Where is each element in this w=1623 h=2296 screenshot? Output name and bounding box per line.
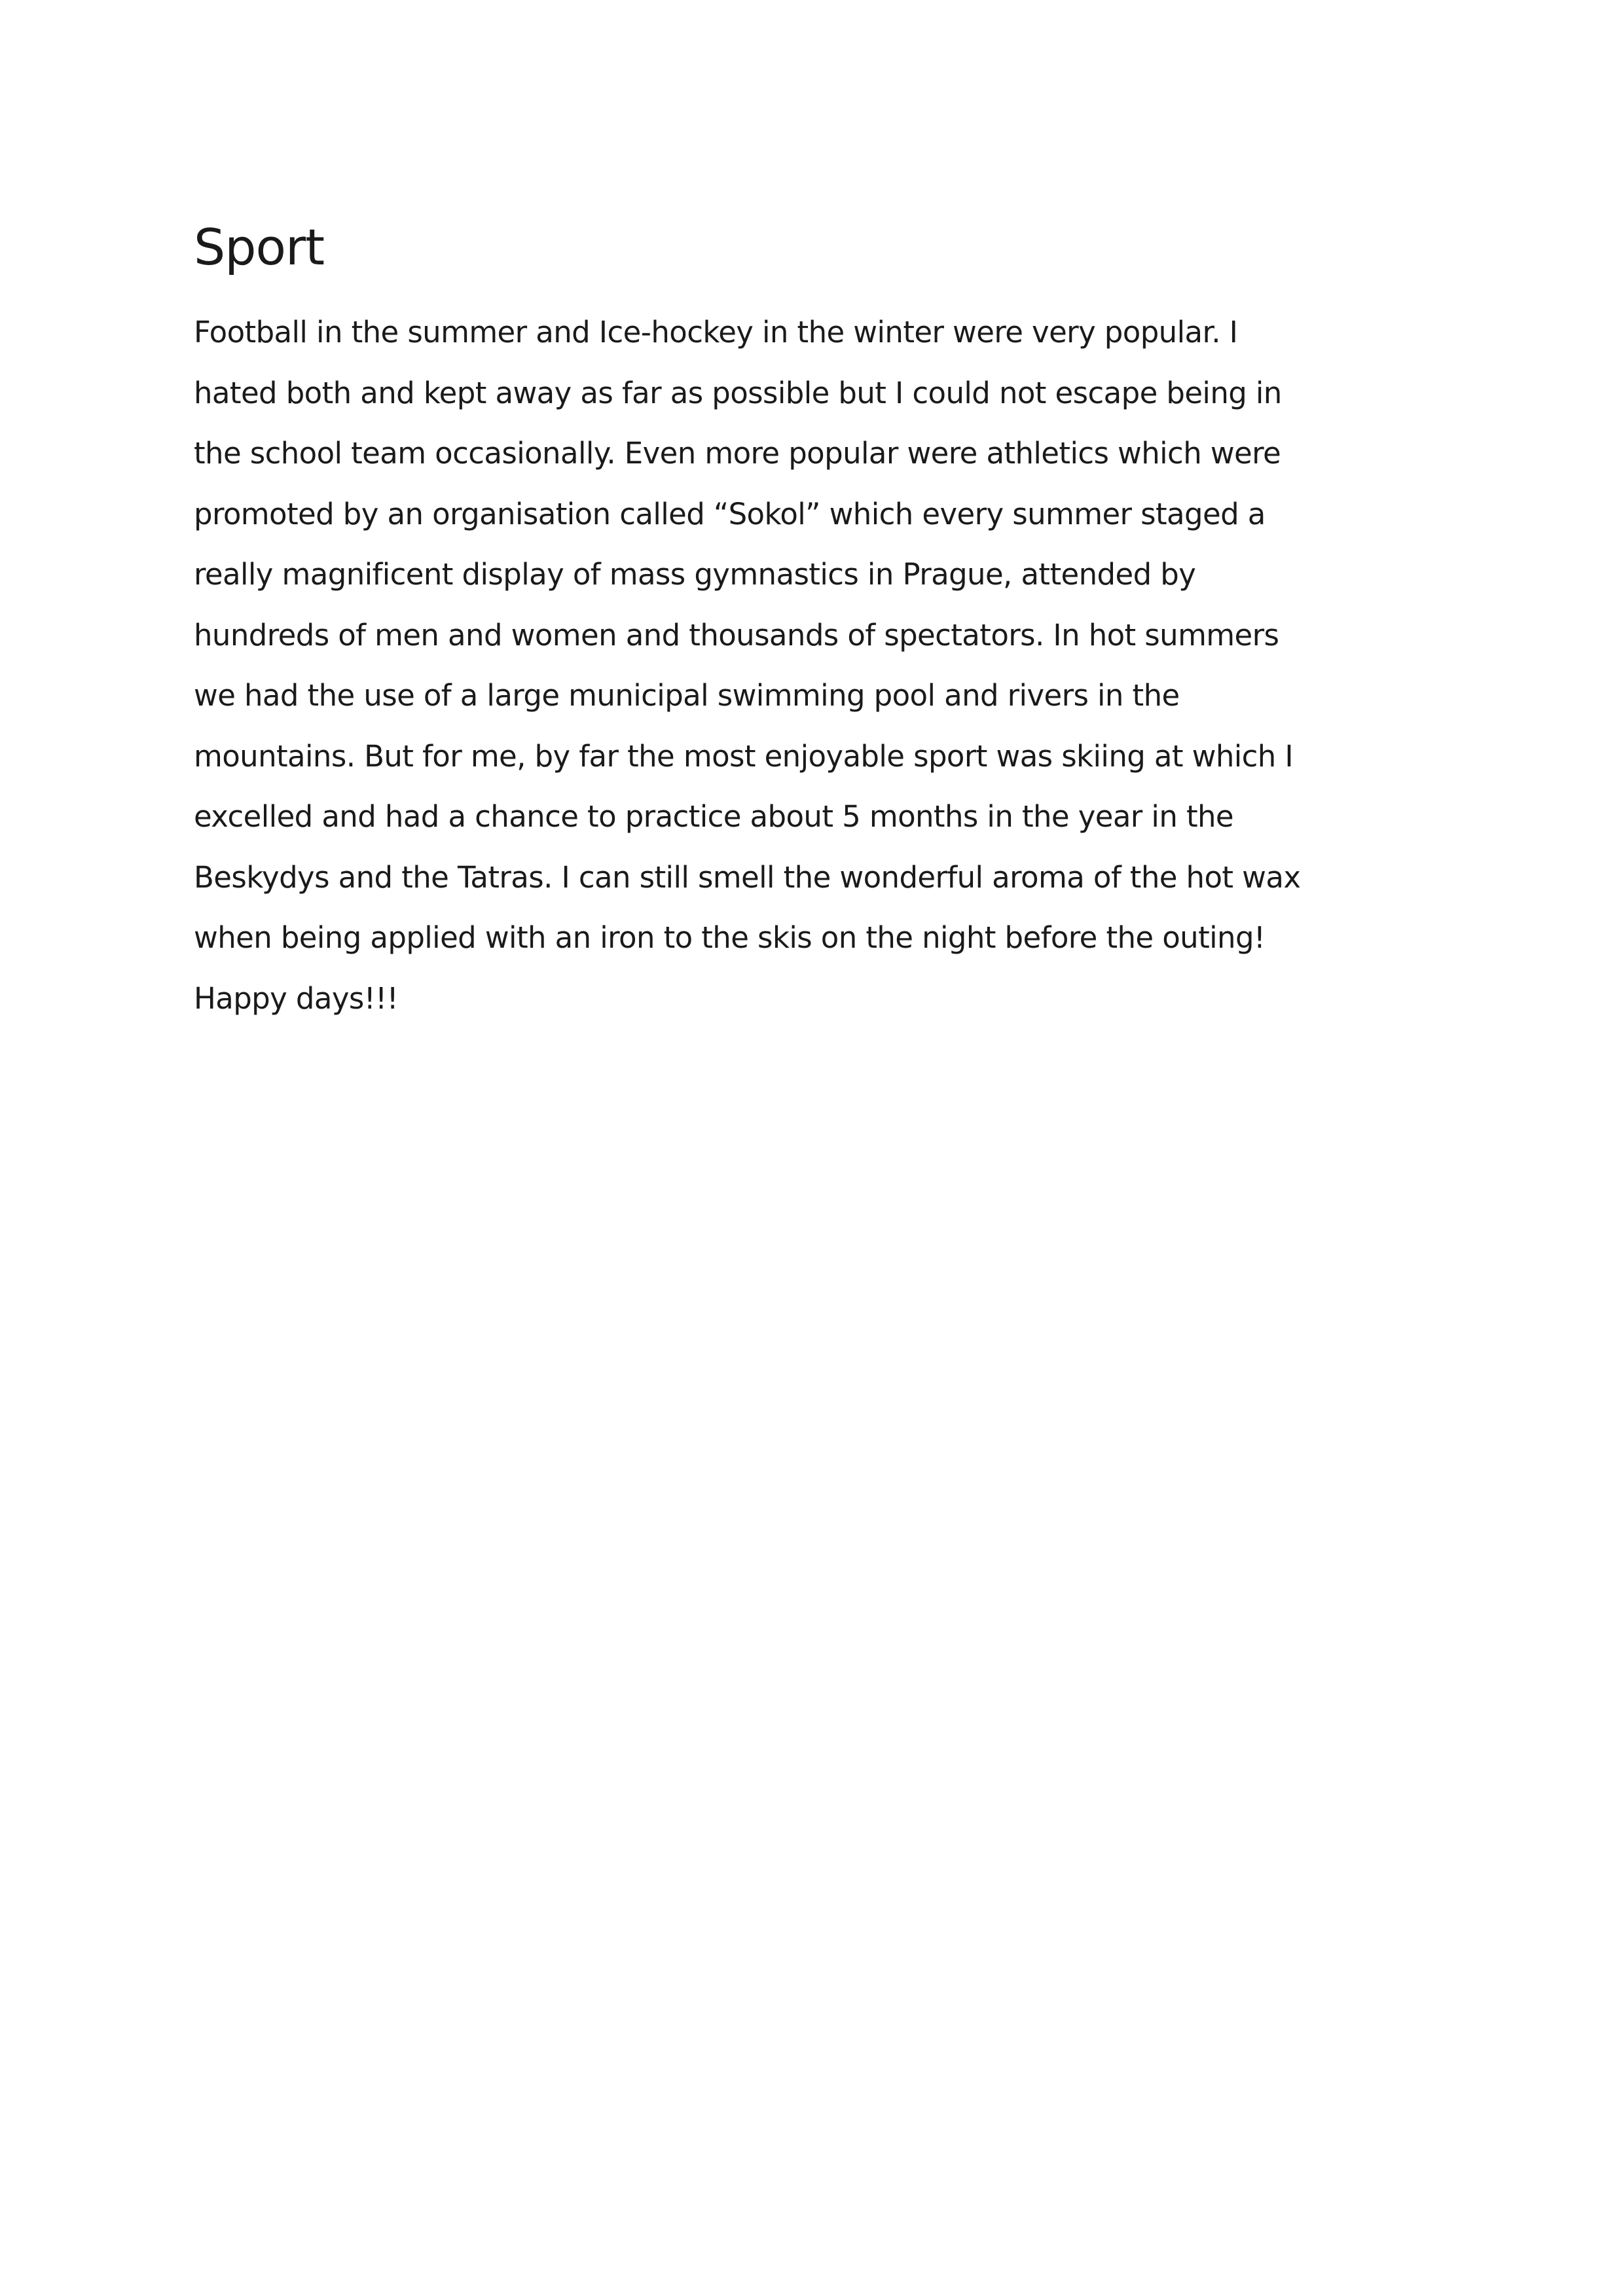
paragraph-line: Beskydys and the Tatras. I can still smell the wonderful aroma of the hot wax	[194, 859, 1301, 895]
paragraph-line: really magnificent display of mass gymnastics in Prague, attended by	[194, 557, 1196, 592]
paragraph-line: when being applied with an iron to the skis on the night before the outing!	[194, 920, 1266, 955]
paragraph-line: hated both and kept away as far as possible but I could not escape being in	[194, 375, 1282, 410]
paragraph-line: we had the use of a large municipal swimming pool and rivers in the	[194, 678, 1180, 713]
paragraph-line: mountains. But for me, by far the most enjoyable sport was skiing at which I	[194, 738, 1294, 774]
paragraph-line: excelled and had a chance to practice about 5 months in the year in the	[194, 799, 1233, 834]
body-paragraph	[194, 302, 1438, 1029]
paragraph-line: Football in the summer and Ice-hockey in the winter were very popular. I	[194, 315, 1238, 350]
paragraph-line: Happy days!!!	[194, 980, 399, 1016]
document-content	[194, 208, 1438, 1029]
paragraph-line: hundreds of men and women and thousands of spectators. In hot summers	[194, 617, 1279, 653]
section-heading: Sport	[194, 218, 325, 276]
paragraph-line: promoted by an organisation called “Sokol” which every summer staged a	[194, 496, 1266, 531]
paragraph-line: the school team occasionally. Even more popular were athletics which were	[194, 436, 1281, 471]
